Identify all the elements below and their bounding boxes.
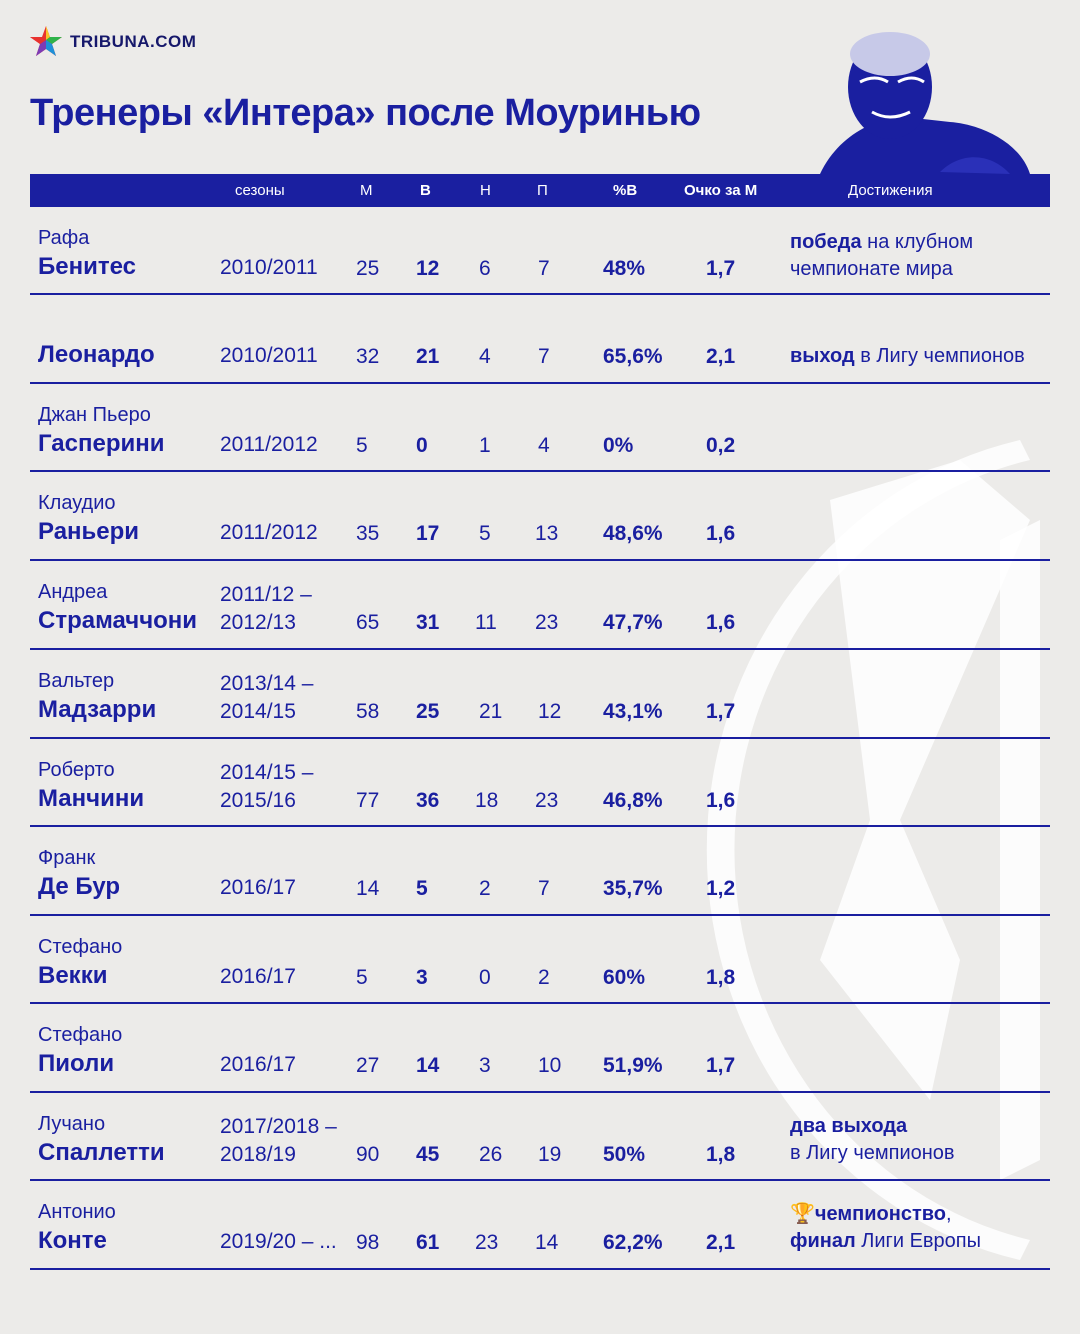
coach-first-name: Стефано <box>38 936 123 958</box>
coach-achievements <box>790 1201 981 1255</box>
coach-draws: 3 <box>479 1054 491 1077</box>
col-draws: Н <box>480 182 491 199</box>
coach-season: 2016/17 <box>220 965 296 988</box>
table-row <box>30 207 1050 295</box>
col-points-per-match: Очко за М <box>684 182 758 199</box>
coach-matches: 90 <box>356 1143 380 1166</box>
coach-achievements <box>790 1113 955 1167</box>
table-row <box>30 1093 1050 1181</box>
coach-win-pct: 47,7% <box>603 611 663 634</box>
coach-wins: 21 <box>416 345 440 368</box>
achievement-highlight: выход <box>790 345 855 367</box>
coach-achievements <box>790 229 973 283</box>
coach-season: 2010/2011 <box>220 256 318 279</box>
coach-first-name: Роберто <box>38 759 115 781</box>
achievement-highlight: финал <box>790 1230 856 1252</box>
coach-wins: 17 <box>416 522 440 545</box>
coach-draws: 0 <box>479 966 491 989</box>
table-header <box>30 174 1050 207</box>
coach-last-name: Бенитес <box>38 253 136 280</box>
col-matches: М <box>360 182 373 199</box>
coach-matches: 27 <box>356 1054 380 1077</box>
coach-points-per-match: 1,6 <box>706 522 736 545</box>
coach-wins: 25 <box>416 700 440 723</box>
coach-wins: 36 <box>416 789 440 812</box>
coach-matches: 5 <box>356 434 368 457</box>
coach-last-name: Манчини <box>38 785 145 812</box>
coach-last-name: Мадзарри <box>38 696 157 723</box>
season-end: 2012/13 <box>220 611 296 634</box>
coach-points-per-match: 1,7 <box>706 700 736 723</box>
brand-name: TRIBUNA.COM <box>70 32 197 51</box>
coach-draws: 4 <box>479 345 491 368</box>
table-row <box>30 561 1050 650</box>
coach-matches: 58 <box>356 700 380 723</box>
coach-win-pct: 51,9% <box>603 1054 663 1077</box>
achievement-text: в Лигу чемпионов <box>790 1142 955 1164</box>
coach-first-name: Франк <box>38 847 96 869</box>
coach-first-name: Стефано <box>38 1024 123 1046</box>
coach-wins: 31 <box>416 611 440 634</box>
table-row <box>30 1181 1050 1270</box>
coach-last-name: Гасперини <box>38 430 165 457</box>
coach-matches: 5 <box>356 966 368 989</box>
coach-points-per-match: 1,6 <box>706 789 736 812</box>
coach-losses: 4 <box>538 434 550 457</box>
coach-draws: 26 <box>479 1143 503 1166</box>
coach-draws: 18 <box>475 789 499 812</box>
coach-season: 2011/2012 <box>220 521 318 544</box>
coach-last-name: Раньери <box>38 518 140 545</box>
coach-losses: 2 <box>538 966 550 989</box>
season-end: 2018/19 <box>220 1143 296 1166</box>
coach-matches: 25 <box>356 257 380 280</box>
coach-points-per-match: 1,8 <box>706 1143 736 1166</box>
coach-season: 2011/2012 <box>220 433 318 456</box>
coach-losses: 10 <box>538 1054 562 1077</box>
coach-season <box>220 759 313 815</box>
coach-points-per-match: 1,6 <box>706 611 736 634</box>
table-row <box>30 739 1050 827</box>
coach-win-pct: 65,6% <box>603 345 663 368</box>
coach-points-per-match: 1,7 <box>706 257 736 280</box>
coach-draws: 1 <box>479 434 491 457</box>
coach-wins: 12 <box>416 257 440 280</box>
col-losses: П <box>537 182 548 199</box>
coach-losses: 19 <box>538 1143 562 1166</box>
coach-win-pct: 60% <box>603 966 646 989</box>
coach-last-name: Леонардо <box>38 341 155 368</box>
coach-season <box>220 581 312 637</box>
season-start: 2011/12 – <box>220 583 312 606</box>
coach-wins: 61 <box>416 1231 440 1254</box>
coach-last-name: Векки <box>38 962 108 989</box>
achievement-text: Лиги Европы <box>855 1230 981 1252</box>
coach-season <box>220 1113 337 1169</box>
coach-first-name: Рафа <box>38 227 90 249</box>
coach-first-name: Лучано <box>38 1113 106 1135</box>
col-achievements: Достижения <box>848 182 933 199</box>
coach-first-name: Антонио <box>38 1201 116 1223</box>
achievement-highlight: 🏆чемпионство <box>790 1203 947 1225</box>
page-title: Тренеры «Интера» после Моуринью <box>30 92 701 134</box>
coach-draws: 2 <box>479 877 491 900</box>
col-season: сезоны <box>235 182 285 199</box>
coach-losses: 7 <box>538 345 550 368</box>
star-logo-icon <box>28 24 64 60</box>
coach-matches: 32 <box>356 345 380 368</box>
coach-points-per-match: 1,7 <box>706 1054 736 1077</box>
table-row <box>30 916 1050 1004</box>
coach-wins: 5 <box>416 877 428 900</box>
season-end: 2014/15 <box>220 700 296 723</box>
coach-win-pct: 46,8% <box>603 789 663 812</box>
coach-last-name: Конте <box>38 1227 107 1254</box>
coach-draws: 23 <box>475 1231 499 1254</box>
coach-draws: 6 <box>479 257 491 280</box>
coach-wins: 45 <box>416 1143 440 1166</box>
table-row <box>30 472 1050 561</box>
col-win-pct: %В <box>613 182 638 199</box>
coach-wins: 0 <box>416 434 428 457</box>
coach-win-pct: 62,2% <box>603 1231 663 1254</box>
coach-first-name: Вальтер <box>38 670 115 692</box>
achievement-highlight: два выхода <box>790 1115 908 1137</box>
achievement-text: , <box>946 1203 952 1225</box>
coach-losses: 23 <box>535 611 559 634</box>
coach-losses: 23 <box>535 789 559 812</box>
achievement-highlight: победа <box>790 231 862 253</box>
coach-season: 2019/20 – ... <box>220 1230 337 1253</box>
season-end: 2015/16 <box>220 789 296 812</box>
coach-wins: 3 <box>416 966 428 989</box>
coach-win-pct: 43,1% <box>603 700 663 723</box>
table-row <box>30 384 1050 472</box>
col-wins: В <box>420 182 431 199</box>
coaches-table <box>30 207 1050 1270</box>
coach-portrait-icon <box>820 12 1030 174</box>
coach-points-per-match: 0,2 <box>706 434 736 457</box>
table-row <box>30 650 1050 739</box>
coach-points-per-match: 1,2 <box>706 877 736 900</box>
coach-points-per-match: 1,8 <box>706 966 736 989</box>
coach-first-name: Андреа <box>38 581 108 603</box>
season-start: 2013/14 – <box>220 672 314 695</box>
coach-matches: 77 <box>356 789 380 812</box>
brand-logo[interactable] <box>28 24 196 60</box>
coach-draws: 5 <box>479 522 491 545</box>
coach-last-name: Де Бур <box>38 873 121 900</box>
coach-win-pct: 35,7% <box>603 877 663 900</box>
coach-losses: 12 <box>538 700 562 723</box>
achievement-text: в Лигу чемпионов <box>854 345 1025 367</box>
coach-losses: 13 <box>535 522 559 545</box>
coach-draws: 11 <box>475 611 497 634</box>
coach-matches: 65 <box>356 611 380 634</box>
coach-losses: 7 <box>538 877 550 900</box>
coach-season: 2016/17 <box>220 1053 296 1076</box>
coach-season <box>220 670 313 726</box>
season-start: 2017/2018 – <box>220 1115 337 1138</box>
coach-season: 2010/2011 <box>220 344 318 367</box>
coach-last-name: Спаллетти <box>38 1139 165 1166</box>
coach-win-pct: 48,6% <box>603 522 663 545</box>
coach-draws: 21 <box>479 700 503 723</box>
coach-win-pct: 48% <box>603 257 646 280</box>
coach-season: 2016/17 <box>220 876 296 899</box>
season-start: 2014/15 – <box>220 761 314 784</box>
coach-losses: 14 <box>535 1231 559 1254</box>
coach-last-name: Пиоли <box>38 1050 115 1077</box>
coach-win-pct: 0% <box>603 434 634 457</box>
achievement-text: на клубном <box>861 231 974 253</box>
table-row <box>30 295 1050 384</box>
coach-achievements <box>790 343 1025 370</box>
coach-matches: 14 <box>356 877 380 900</box>
coach-first-name: Джан Пьеро <box>38 404 151 426</box>
table-row <box>30 827 1050 916</box>
coach-matches: 35 <box>356 522 380 545</box>
coach-last-name: Страмаччони <box>38 607 198 634</box>
coach-first-name: Клаудио <box>38 492 116 514</box>
table-row <box>30 1004 1050 1093</box>
coach-wins: 14 <box>416 1054 440 1077</box>
achievement-text: чемпионате мира <box>790 258 953 280</box>
coach-losses: 7 <box>538 257 550 280</box>
coach-win-pct: 50% <box>603 1143 646 1166</box>
coach-matches: 98 <box>356 1231 380 1254</box>
coach-points-per-match: 2,1 <box>706 1231 736 1254</box>
coach-points-per-match: 2,1 <box>706 345 736 368</box>
